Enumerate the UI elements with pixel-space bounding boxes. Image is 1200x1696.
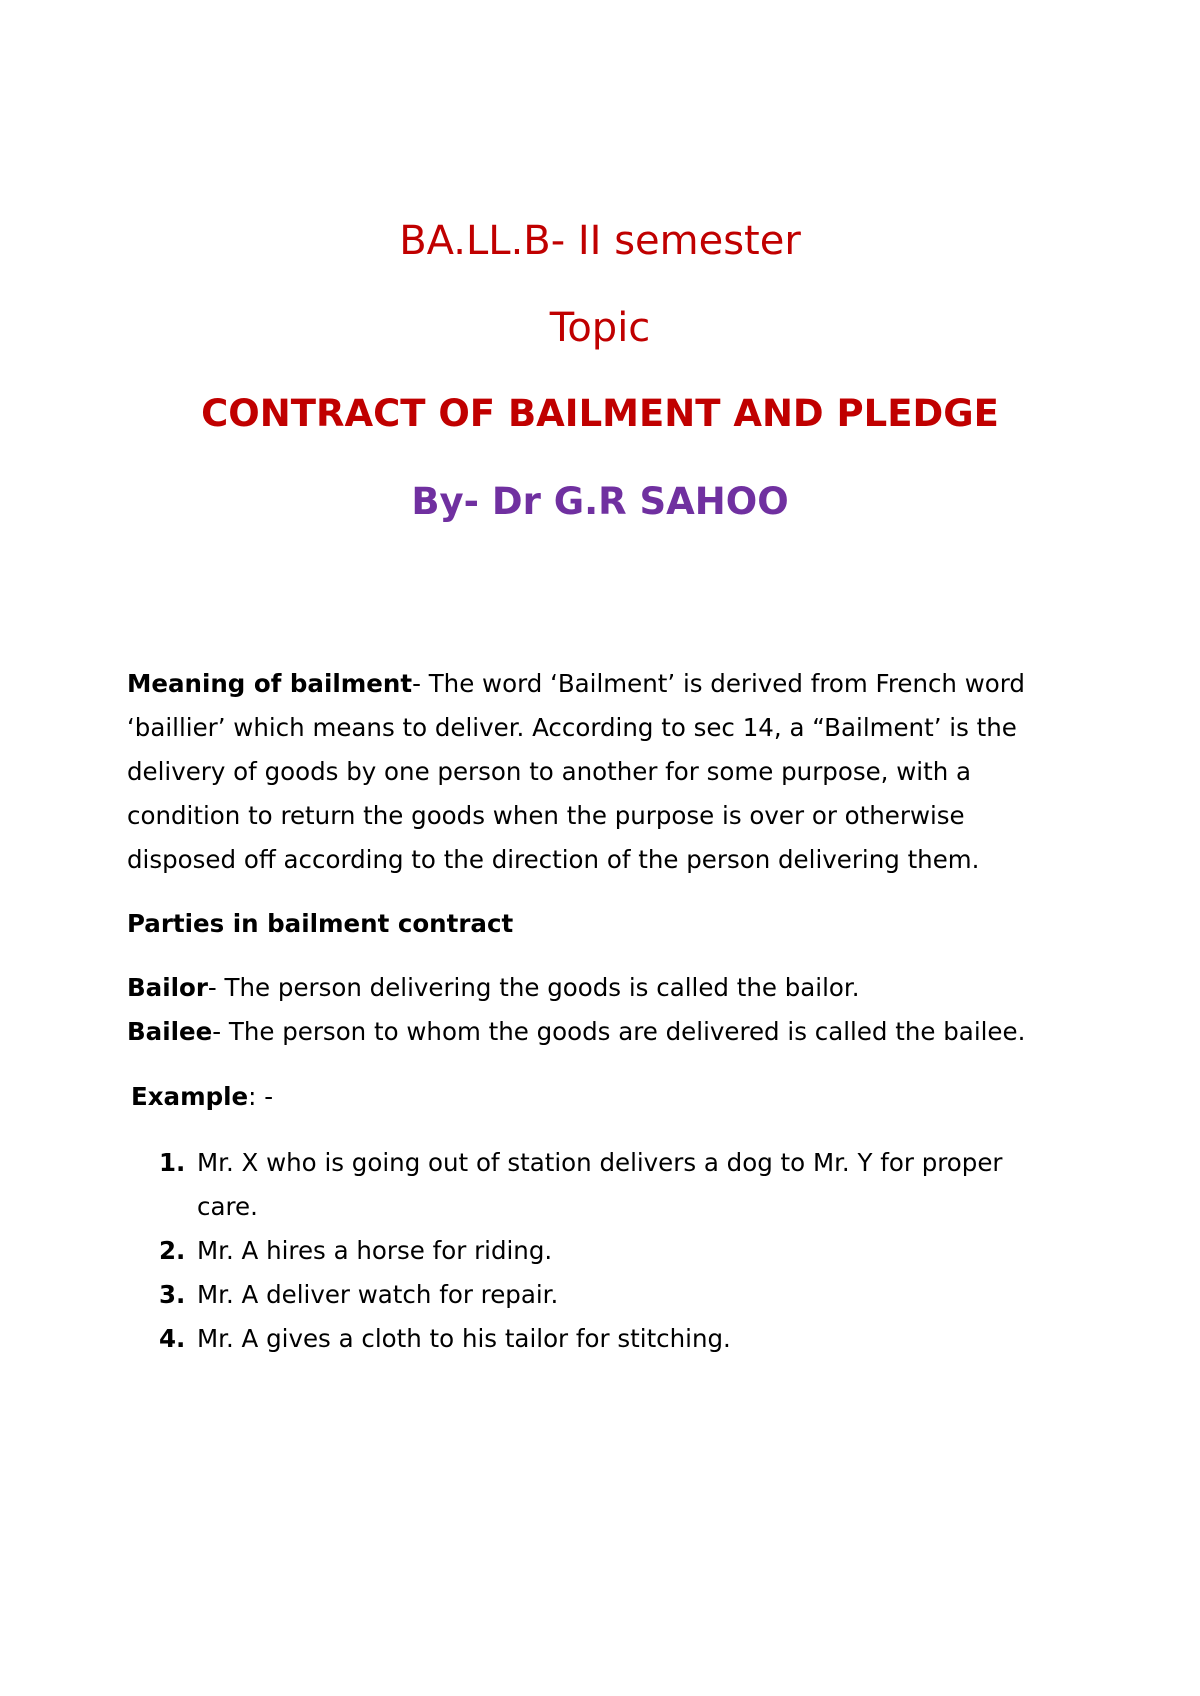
bailor-definition bbox=[127, 966, 1087, 1010]
list-item-number: 1. bbox=[159, 1148, 186, 1177]
meaning-line-1 bbox=[127, 662, 1087, 706]
semester-line: BA.LL.B- II semester bbox=[399, 218, 801, 264]
list-item-number: 2. bbox=[159, 1236, 186, 1265]
meaning-term: Meaning of bailment bbox=[127, 669, 413, 698]
list-item-number: 3. bbox=[159, 1280, 186, 1309]
meaning-paragraph bbox=[127, 662, 1087, 882]
examples-list bbox=[127, 1141, 1087, 1361]
list-item-number: 4. bbox=[159, 1324, 186, 1353]
author-line: By- Dr G.R SAHOO bbox=[411, 480, 789, 523]
bailor-text: - The person delivering the goods is called the bailor. bbox=[207, 973, 860, 1002]
list-item-text-line: Mr. A hires a horse for riding. bbox=[197, 1236, 553, 1265]
topic-label: Topic bbox=[549, 305, 651, 351]
meaning-line-4: condition to return the goods when the purpose is over or otherwise bbox=[127, 801, 965, 830]
bailor-term: Bailor bbox=[127, 973, 208, 1002]
bailee-term: Bailee bbox=[127, 1017, 213, 1046]
meaning-line-text: - The word ‘Bailment’ is derived from French word bbox=[412, 669, 1025, 698]
meaning-line-5: disposed off according to the direction of the person delivering them. bbox=[127, 845, 980, 874]
meaning-line-2: ‘baillier’ which means to deliver. According to sec 14, a “Bailment’ is the bbox=[127, 713, 1017, 742]
list-item-text-line: care. bbox=[197, 1192, 258, 1221]
document-title: CONTRACT OF BAILMENT AND PLEDGE bbox=[201, 392, 999, 435]
list-item bbox=[127, 1229, 1087, 1273]
example-suffix: : - bbox=[248, 1082, 274, 1111]
list-item-text-line: Mr. A deliver watch for repair. bbox=[197, 1280, 559, 1309]
list-item bbox=[127, 1317, 1087, 1361]
bailee-definition bbox=[127, 1010, 1087, 1054]
bailee-text: - The person to whom the goods are delivered is called the bailee. bbox=[212, 1017, 1026, 1046]
example-label: Example bbox=[131, 1082, 249, 1111]
parties-heading: Parties in bailment contract bbox=[127, 909, 514, 938]
list-item-text-line: Mr. A gives a cloth to his tailor for stitching. bbox=[197, 1324, 731, 1353]
example-heading bbox=[131, 1075, 1091, 1119]
list-item bbox=[127, 1141, 1087, 1229]
list-item bbox=[127, 1273, 1087, 1317]
list-item-text-line: Mr. X who is going out of station delivers a dog to Mr. Y for proper bbox=[197, 1148, 1003, 1177]
roles-paragraph bbox=[127, 966, 1087, 1054]
meaning-line-3: delivery of goods by one person to another for some purpose, with a bbox=[127, 757, 972, 786]
